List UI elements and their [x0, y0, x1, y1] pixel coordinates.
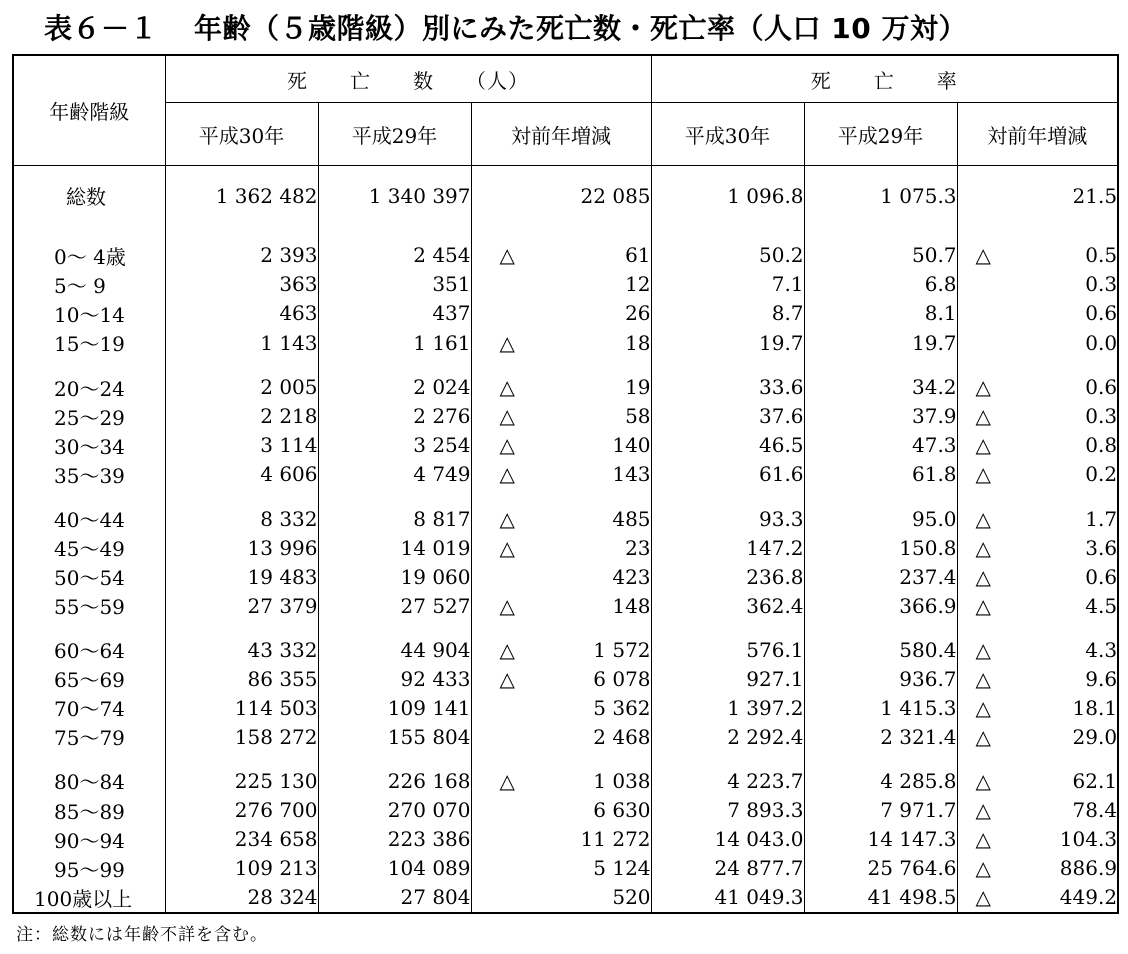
table-row	[13, 504, 1118, 533]
deaths-h29-cell: 270 070	[318, 795, 471, 824]
rate-h29-cell: 8.1	[804, 299, 957, 328]
rate-diff-cell: △ 886.9	[957, 854, 1118, 883]
deaths-h29-cell: 437	[318, 299, 471, 328]
age-class-cell: 75～79	[13, 722, 165, 751]
row-spacer	[13, 751, 1118, 766]
deaths-h29-cell: 226 168	[318, 766, 471, 795]
rate-h30-cell: 147.2	[651, 533, 804, 562]
deaths-h30-cell: 1 143	[165, 328, 318, 358]
row-spacer	[13, 358, 1118, 373]
rate-diff-cell: △ 0.3	[957, 402, 1118, 431]
age-class-cell: 85～89	[13, 795, 165, 824]
deaths-group-header: 死 亡 数 （人）	[165, 55, 651, 103]
age-class-cell: 総数	[13, 166, 165, 226]
age-class-cell: 60～64	[13, 635, 165, 664]
deaths-h29-cell: 1 161	[318, 328, 471, 358]
footnote: 注：総数には年齢不詳を含む。	[16, 925, 268, 945]
rate-h30-cell: 41 049.3	[651, 883, 804, 913]
deaths-h30-cell: 463	[165, 299, 318, 328]
deaths-diff-cell: 2 468	[471, 722, 651, 751]
rate-diff-cell: △ 62.1	[957, 766, 1118, 795]
table-row	[13, 166, 1118, 226]
rate-h30-cell: 362.4	[651, 591, 804, 620]
deaths-h30-cell: 2 005	[165, 373, 318, 402]
deaths-diff-cell: △ 140	[471, 431, 651, 460]
deaths-h29-cell: 2 454	[318, 241, 471, 270]
rate-h30-cell: 37.6	[651, 402, 804, 431]
row-spacer	[13, 489, 1118, 504]
table-row	[13, 795, 1118, 824]
decrease-mark: △	[499, 637, 515, 662]
rate-h29-cell: 47.3	[804, 431, 957, 460]
deaths-h29-header: 平成29年	[318, 103, 471, 166]
rate-h29-cell: 50.7	[804, 241, 957, 270]
rate-diff-cell: △ 29.0	[957, 722, 1118, 751]
rate-h29-cell: 4 285.8	[804, 766, 957, 795]
deaths-diff-cell: △ 148	[471, 591, 651, 620]
deaths-diff-cell: 5 362	[471, 693, 651, 722]
deaths-diff-cell: 22 085	[471, 166, 651, 226]
page-title	[44, 8, 1124, 50]
decrease-mark: △	[975, 433, 991, 458]
rate-h29-cell: 19.7	[804, 328, 957, 358]
rate-h29-cell: 6.8	[804, 270, 957, 299]
table-row	[13, 693, 1118, 722]
table-title: 年齢（５歳階級）別にみた死亡数・死亡率（人口 10 万対）	[194, 12, 967, 45]
deaths-diff-cell: △ 1 038	[471, 766, 651, 795]
deaths-diff-cell: 520	[471, 883, 651, 913]
table-row	[13, 591, 1118, 620]
deaths-h29-cell: 8 817	[318, 504, 471, 533]
deaths-diff-cell: △ 23	[471, 533, 651, 562]
deaths-h29-cell: 44 904	[318, 635, 471, 664]
deaths-h29-cell: 92 433	[318, 664, 471, 693]
rate-h30-cell: 1 397.2	[651, 693, 804, 722]
table-row	[13, 883, 1118, 913]
rate-h29-cell: 25 764.6	[804, 854, 957, 883]
age-class-cell: 100歳以上	[13, 883, 165, 913]
rate-h29-cell: 1 415.3	[804, 693, 957, 722]
deaths-h29-cell: 2 024	[318, 373, 471, 402]
deaths-h30-cell: 8 332	[165, 504, 318, 533]
rate-h29-cell: 150.8	[804, 533, 957, 562]
deaths-h30-cell: 27 379	[165, 591, 318, 620]
deaths-h29-cell: 109 141	[318, 693, 471, 722]
rate-h30-cell: 236.8	[651, 562, 804, 591]
rate-group-header: 死 亡 率	[651, 55, 1118, 103]
rate-h30-cell: 61.6	[651, 460, 804, 489]
rate-diff-cell: △ 0.6	[957, 373, 1118, 402]
deaths-h29-cell: 14 019	[318, 533, 471, 562]
decrease-mark: △	[975, 856, 991, 881]
decrease-mark: △	[499, 593, 515, 618]
deaths-h29-cell: 351	[318, 270, 471, 299]
deaths-h30-cell: 86 355	[165, 664, 318, 693]
decrease-mark: △	[499, 433, 515, 458]
deaths-h29-cell: 223 386	[318, 825, 471, 854]
decrease-mark: △	[499, 404, 515, 429]
rate-diff-cell: △ 18.1	[957, 693, 1118, 722]
rate-h29-cell: 7 971.7	[804, 795, 957, 824]
deaths-h29-cell: 27 527	[318, 591, 471, 620]
deaths-h29-cell: 27 804	[318, 883, 471, 913]
rate-h29-cell: 237.4	[804, 562, 957, 591]
decrease-mark: △	[975, 666, 991, 691]
rate-diff-cell: △ 0.2	[957, 460, 1118, 489]
rate-h30-cell: 24 877.7	[651, 854, 804, 883]
rate-h30-cell: 2 292.4	[651, 722, 804, 751]
table-row	[13, 825, 1118, 854]
deaths-h30-cell: 2 393	[165, 241, 318, 270]
deaths-h29-cell: 19 060	[318, 562, 471, 591]
decrease-mark: △	[975, 564, 991, 589]
rate-h30-cell: 50.2	[651, 241, 804, 270]
mortality-table	[12, 54, 1119, 914]
deaths-h30-cell: 276 700	[165, 795, 318, 824]
deaths-h30-cell: 4 606	[165, 460, 318, 489]
age-class-cell: 65～69	[13, 664, 165, 693]
rate-diff-cell: 0.3	[957, 270, 1118, 299]
rate-h30-cell: 927.1	[651, 664, 804, 693]
rate-diff-cell: △ 4.3	[957, 635, 1118, 664]
rate-diff-cell: △ 449.2	[957, 883, 1118, 913]
age-class-cell: 40～44	[13, 504, 165, 533]
deaths-h30-cell: 13 996	[165, 533, 318, 562]
rate-h30-cell: 4 223.7	[651, 766, 804, 795]
age-class-cell: 35～39	[13, 460, 165, 489]
decrease-mark: △	[499, 535, 515, 560]
deaths-h29-cell: 155 804	[318, 722, 471, 751]
rate-h29-cell: 2 321.4	[804, 722, 957, 751]
deaths-h30-cell: 109 213	[165, 854, 318, 883]
deaths-diff-cell: △ 143	[471, 460, 651, 489]
table-number: 表６－１	[44, 12, 159, 45]
rate-diff-cell: △ 9.6	[957, 664, 1118, 693]
deaths-h29-cell: 4 749	[318, 460, 471, 489]
table-row	[13, 533, 1118, 562]
decrease-mark: △	[975, 404, 991, 429]
age-class-cell: 20～24	[13, 373, 165, 402]
decrease-mark: △	[499, 768, 515, 793]
decrease-mark: △	[975, 695, 991, 720]
rate-h29-cell: 14 147.3	[804, 825, 957, 854]
deaths-diff-cell: 423	[471, 562, 651, 591]
rate-h30-cell: 1 096.8	[651, 166, 804, 226]
decrease-mark: △	[499, 462, 515, 487]
table-row	[13, 854, 1118, 883]
age-class-cell: 5～ 9	[13, 270, 165, 299]
rate-h29-cell: 61.8	[804, 460, 957, 489]
decrease-mark: △	[975, 885, 991, 910]
deaths-h30-header: 平成30年	[165, 103, 318, 166]
decrease-mark: △	[499, 330, 515, 355]
table-row	[13, 241, 1118, 270]
deaths-h30-cell: 2 218	[165, 402, 318, 431]
rate-h30-cell: 7 893.3	[651, 795, 804, 824]
age-class-cell: 10～14	[13, 299, 165, 328]
rate-h29-cell: 366.9	[804, 591, 957, 620]
deaths-diff-cell: △ 1 572	[471, 635, 651, 664]
deaths-diff-cell: △ 61	[471, 241, 651, 270]
rate-diff-header: 対前年増減	[957, 103, 1118, 166]
age-class-cell: 30～34	[13, 431, 165, 460]
deaths-diff-cell: 11 272	[471, 825, 651, 854]
deaths-h30-cell: 19 483	[165, 562, 318, 591]
decrease-mark: △	[975, 243, 991, 268]
age-class-cell: 95～99	[13, 854, 165, 883]
deaths-h30-cell: 363	[165, 270, 318, 299]
rate-diff-cell: 0.6	[957, 299, 1118, 328]
deaths-h30-cell: 158 272	[165, 722, 318, 751]
deaths-h30-cell: 234 658	[165, 825, 318, 854]
deaths-h30-cell: 28 324	[165, 883, 318, 913]
age-class-cell: 50～54	[13, 562, 165, 591]
table-row	[13, 635, 1118, 664]
rate-diff-cell: △ 1.7	[957, 504, 1118, 533]
decrease-mark: △	[975, 593, 991, 618]
age-class-header: 年齢階級	[13, 55, 165, 166]
rate-diff-cell: △ 78.4	[957, 795, 1118, 824]
age-class-cell: 45～49	[13, 533, 165, 562]
rate-h30-cell: 46.5	[651, 431, 804, 460]
table-row	[13, 562, 1118, 591]
rate-diff-cell: △ 104.3	[957, 825, 1118, 854]
decrease-mark: △	[499, 666, 515, 691]
deaths-diff-cell: 26	[471, 299, 651, 328]
rate-diff-cell: △ 0.5	[957, 241, 1118, 270]
decrease-mark: △	[975, 375, 991, 400]
rate-h30-cell: 576.1	[651, 635, 804, 664]
age-class-cell: 25～29	[13, 402, 165, 431]
table-row	[13, 402, 1118, 431]
rate-h29-cell: 37.9	[804, 402, 957, 431]
deaths-diff-cell: △ 6 078	[471, 664, 651, 693]
deaths-h29-cell: 104 089	[318, 854, 471, 883]
rate-diff-cell: 21.5	[957, 166, 1118, 226]
row-spacer	[13, 620, 1118, 635]
deaths-h30-cell: 225 130	[165, 766, 318, 795]
rate-h29-cell: 580.4	[804, 635, 957, 664]
table-row	[13, 460, 1118, 489]
decrease-mark: △	[975, 724, 991, 749]
deaths-h29-cell: 3 254	[318, 431, 471, 460]
rate-h30-cell: 19.7	[651, 328, 804, 358]
table-row	[13, 664, 1118, 693]
deaths-h30-cell: 43 332	[165, 635, 318, 664]
rate-diff-cell: 0.0	[957, 328, 1118, 358]
table-row	[13, 722, 1118, 751]
table-body	[13, 166, 1118, 914]
decrease-mark: △	[499, 375, 515, 400]
deaths-diff-header: 対前年増減	[471, 103, 651, 166]
table-row	[13, 328, 1118, 358]
decrease-mark: △	[499, 243, 515, 268]
table-row	[13, 431, 1118, 460]
deaths-diff-cell: △ 58	[471, 402, 651, 431]
rate-h29-cell: 95.0	[804, 504, 957, 533]
rate-h30-header: 平成30年	[651, 103, 804, 166]
decrease-mark: △	[975, 637, 991, 662]
deaths-diff-cell: △ 18	[471, 328, 651, 358]
deaths-h30-cell: 3 114	[165, 431, 318, 460]
rate-h30-cell: 14 043.0	[651, 825, 804, 854]
age-class-cell: 0～ 4歳	[13, 241, 165, 270]
age-class-cell: 15～19	[13, 328, 165, 358]
rate-h29-cell: 1 075.3	[804, 166, 957, 226]
deaths-diff-cell: 5 124	[471, 854, 651, 883]
deaths-diff-cell: 12	[471, 270, 651, 299]
deaths-diff-cell: 6 630	[471, 795, 651, 824]
table-row	[13, 270, 1118, 299]
decrease-mark: △	[975, 827, 991, 852]
age-class-cell: 80～84	[13, 766, 165, 795]
deaths-h29-cell: 2 276	[318, 402, 471, 431]
rate-diff-cell: △ 0.6	[957, 562, 1118, 591]
rate-h30-cell: 7.1	[651, 270, 804, 299]
table-row	[13, 766, 1118, 795]
rate-h29-cell: 936.7	[804, 664, 957, 693]
deaths-diff-cell: △ 485	[471, 504, 651, 533]
decrease-mark: △	[975, 535, 991, 560]
age-class-cell: 90～94	[13, 825, 165, 854]
rate-h30-cell: 33.6	[651, 373, 804, 402]
rate-h30-cell: 8.7	[651, 299, 804, 328]
rate-h30-cell: 93.3	[651, 504, 804, 533]
rate-h29-cell: 41 498.5	[804, 883, 957, 913]
rate-diff-cell: △ 4.5	[957, 591, 1118, 620]
rate-h29-cell: 34.2	[804, 373, 957, 402]
age-class-cell: 55～59	[13, 591, 165, 620]
deaths-diff-cell: △ 19	[471, 373, 651, 402]
decrease-mark: △	[975, 506, 991, 531]
rate-h29-header: 平成29年	[804, 103, 957, 166]
decrease-mark: △	[499, 506, 515, 531]
rate-diff-cell: △ 0.8	[957, 431, 1118, 460]
rate-diff-cell: △ 3.6	[957, 533, 1118, 562]
deaths-h30-cell: 114 503	[165, 693, 318, 722]
decrease-mark: △	[975, 462, 991, 487]
decrease-mark: △	[975, 798, 991, 822]
deaths-h29-cell: 1 340 397	[318, 166, 471, 226]
decrease-mark: △	[975, 768, 991, 793]
deaths-h30-cell: 1 362 482	[165, 166, 318, 226]
table-row	[13, 373, 1118, 402]
row-spacer	[13, 226, 1118, 241]
age-class-cell: 70～74	[13, 693, 165, 722]
table-row	[13, 299, 1118, 328]
